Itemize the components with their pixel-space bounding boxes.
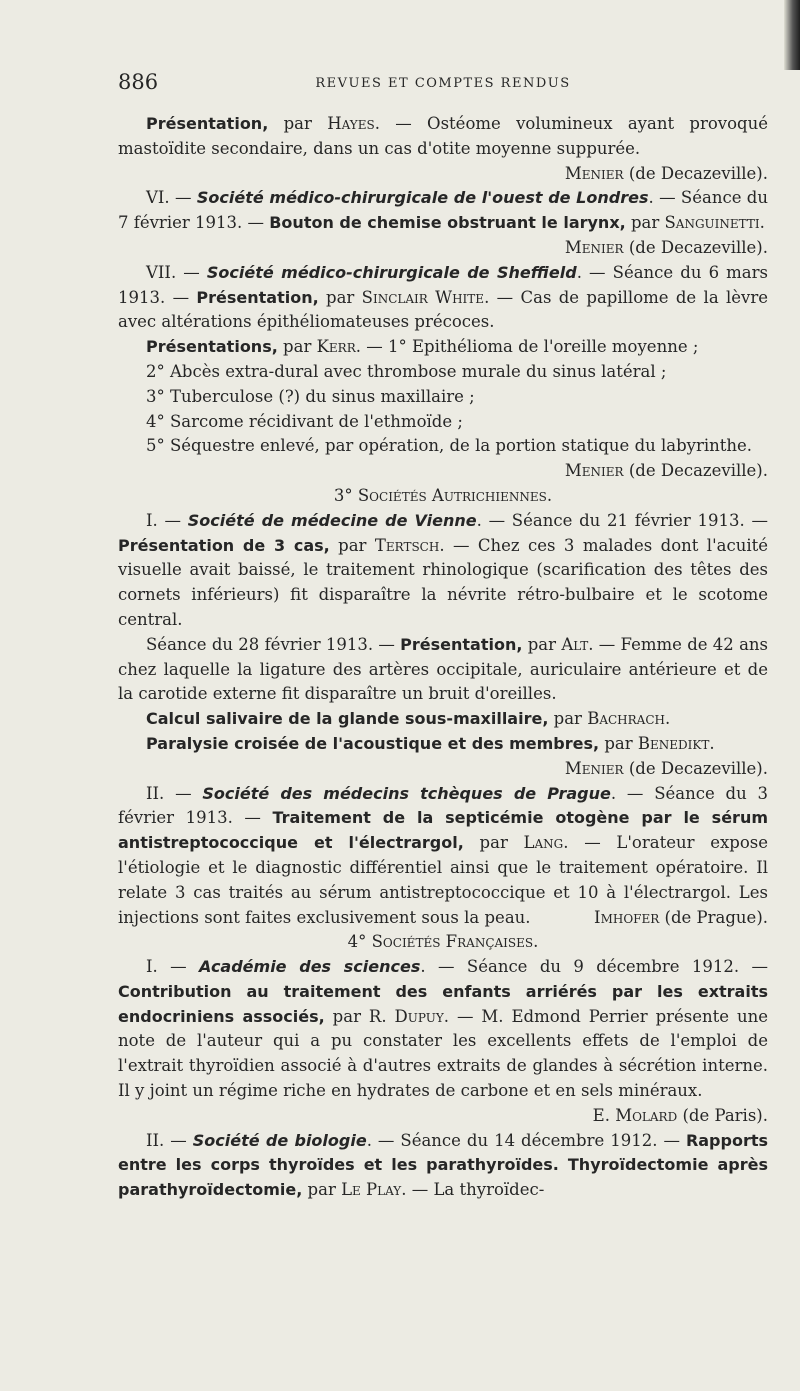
text: . — M. Edmond Perrier présente une note de l'auteur qui a pu constater les excellents effets de l'emploi de l'extrait thyroïdien associé à d'autres extraits de glandes à sécrétion interne. Il y joint un régime riche en hydrates de carbone et en sels minéraux. [118, 1006, 769, 1101]
paragraph-london [118, 186, 768, 260]
text: . — Séance du 14 décembre 1912. — [366, 1130, 686, 1150]
signature-place: (de Decazeville). [623, 237, 768, 257]
signature [565, 1104, 768, 1129]
society-name: Société médico-chirurgicale de l'ouest de Londres [196, 188, 649, 208]
list-item [118, 434, 768, 484]
text: par [268, 114, 328, 133]
text: . — Ostéome volumineux ayant provoqué mastoïdite secondaire, dans un cas d'otite moyenne suppurée. [118, 114, 768, 158]
paragraph-hayes [118, 112, 768, 186]
section-number: I. — [146, 957, 200, 977]
text: . [709, 733, 715, 753]
section-number: I. — [146, 510, 188, 530]
signature [566, 906, 768, 931]
text: par [302, 1180, 342, 1200]
section-heading-french: 4° Sociétés Françaises. [347, 932, 539, 952]
page-number: 886 [118, 70, 159, 94]
paragraph-kerr [118, 335, 768, 360]
page-edge-shadow [784, 0, 800, 70]
section-number: II. — [146, 783, 203, 803]
text: . — Séance du 3 février 1913. — [118, 783, 768, 828]
society-name: Société de biologie [192, 1130, 367, 1150]
text: . [664, 709, 671, 729]
bold-title: Paralysie croisée de l'acoustique et des membres, [146, 733, 600, 753]
text: Séance du 28 février 1913. — [146, 634, 401, 654]
text: . — Femme de 42 ans chez laquelle la ligature des artères occipitale, auriculaire antérieure et de la carotide externe fit disparaître un bruit d'oreilles. [118, 634, 769, 704]
text: . — Séance du 7 février 1913. — [118, 188, 768, 233]
society-name: Société de médecine de Vienne [187, 510, 477, 530]
bold-title: Traitement de la septicémie otogène par le sérum antistreptococcique et l'électrargol, [118, 808, 769, 853]
paragraph-benedikt [118, 732, 768, 782]
signature [118, 757, 768, 782]
author-name: Bachrach [587, 709, 665, 729]
signature [537, 459, 768, 484]
author-name: Tertsch [374, 535, 440, 555]
society-name: Académie des sciences [199, 957, 421, 977]
paragraph-vienna [118, 509, 768, 633]
signature-name: Imhofer [594, 907, 660, 927]
author-name: Le Play [341, 1180, 402, 1200]
paragraph-prague [118, 782, 768, 931]
section-number: VI. — [146, 188, 197, 208]
paragraph-biologie [118, 1129, 768, 1203]
section-number: VII. — [146, 262, 207, 282]
list-item: 4° Sarcome récidivant de l'ethmoïde ; [146, 411, 463, 431]
signature-name: Menier [564, 758, 624, 778]
signature-place: (de Paris). [677, 1105, 768, 1125]
paragraph-academie [118, 955, 768, 1129]
society-name: Société médico-chirurgicale de Sheffield [206, 262, 577, 282]
list-item: 2° Abcès extra-dural avec thrombose murale du sinus latéral ; [146, 361, 667, 381]
text: . — Chez ces 3 malades dont l'acuité visuelle avait baissé, le traitement rhinologique (scarification des têtes des cornets inférieurs) fit disparaître la névrite rétro-bulbaire et le scotome central. [118, 535, 768, 629]
text: . — L'orateur expose l'étiologie et le diagnostic différentiel ainsi que le traitement opératoire. Il relate 3 cas traités au sérum antistreptococcique et 10 à l'électrargol. Les injections sont faites exclusivement sous la peau. [118, 833, 769, 927]
author-name: Benedikt [637, 733, 710, 753]
signature-name: Menier [564, 461, 624, 481]
author-name: Lang [523, 833, 564, 853]
text: par [522, 634, 562, 654]
author-name: Hayes [327, 114, 375, 133]
bold-title: Présentation, [146, 114, 269, 133]
text: . — Séance du 21 février 1913. — [476, 510, 768, 530]
bold-title: Rapports entre les corps thyroïdes et les parathyroïdes. Thyroïdectomie après parathyroïdectomie, [118, 1130, 769, 1200]
page-header [118, 66, 768, 96]
author-name: Kerr [316, 337, 356, 357]
text: par [599, 733, 638, 753]
text: . — Séance du 9 décembre 1912. — [420, 957, 768, 977]
section-heading-austrian: 3° Sociétés Autrichiennes. [333, 485, 553, 505]
author-name: Sinclair White [361, 287, 485, 307]
text: par [324, 1006, 369, 1026]
section-number: II. — [146, 1130, 193, 1150]
paragraph-sheffield [118, 261, 768, 335]
text: . — La thyroïdec- [401, 1180, 545, 1200]
text: par [625, 213, 665, 233]
bold-title: Présentation, [196, 287, 319, 307]
author-name: Alt [561, 634, 589, 654]
text: par [329, 535, 375, 555]
author-name: R. Dupuy [368, 1006, 444, 1026]
signature-place: (de Prague). [659, 907, 768, 927]
text: . — Séance du 6 mars 1913. — [118, 262, 768, 307]
signature-name: Menier [564, 237, 624, 257]
text: . — Cas de papillome de la lèvre avec altérations épithéliomateuses précoces. [118, 287, 769, 332]
text: 5° Séquestre enlevé, par opération, de la portion statique du labyrinthe. [146, 436, 753, 456]
text: par [277, 337, 317, 357]
paragraph-alt [118, 633, 768, 707]
running-title: REVUES ET COMPTES RENDUS [315, 76, 571, 91]
text: . [759, 213, 765, 233]
signature-place: (de Decazeville). [623, 461, 768, 481]
bold-title: Présentation de 3 cas, [118, 535, 330, 555]
bold-title: Contribution au traitement des enfants arriérés par les extraits endocriniens associés, [118, 981, 768, 1026]
signature-name: Menier [564, 163, 624, 183]
bold-title: Bouton de chemise obstruant le larynx, [269, 213, 626, 233]
text: par [318, 287, 362, 307]
signature-place: (de Decazeville). [623, 758, 768, 778]
bold-title: Présentation, [400, 634, 523, 654]
signature-name: E. Molard [592, 1105, 678, 1125]
text: . — 1° Epithélioma de l'oreille moyenne ; [355, 337, 699, 357]
list-item: 3° Tuberculose (?) du sinus maxillaire ; [146, 386, 475, 406]
article-body [118, 112, 768, 1203]
text: par [463, 833, 524, 853]
society-name: Société des médecins tchèques de Prague [202, 783, 611, 803]
signature [118, 162, 768, 187]
text: par [548, 709, 588, 729]
bold-title: Calcul salivaire de la glande sous-maxillaire, [146, 709, 549, 729]
signature-place: (de Decazeville). [623, 163, 768, 183]
bold-title: Présentations, [146, 337, 278, 357]
author-name: Sanguinetti [664, 213, 760, 233]
signature [537, 236, 768, 261]
paragraph-bachrach [118, 707, 768, 732]
